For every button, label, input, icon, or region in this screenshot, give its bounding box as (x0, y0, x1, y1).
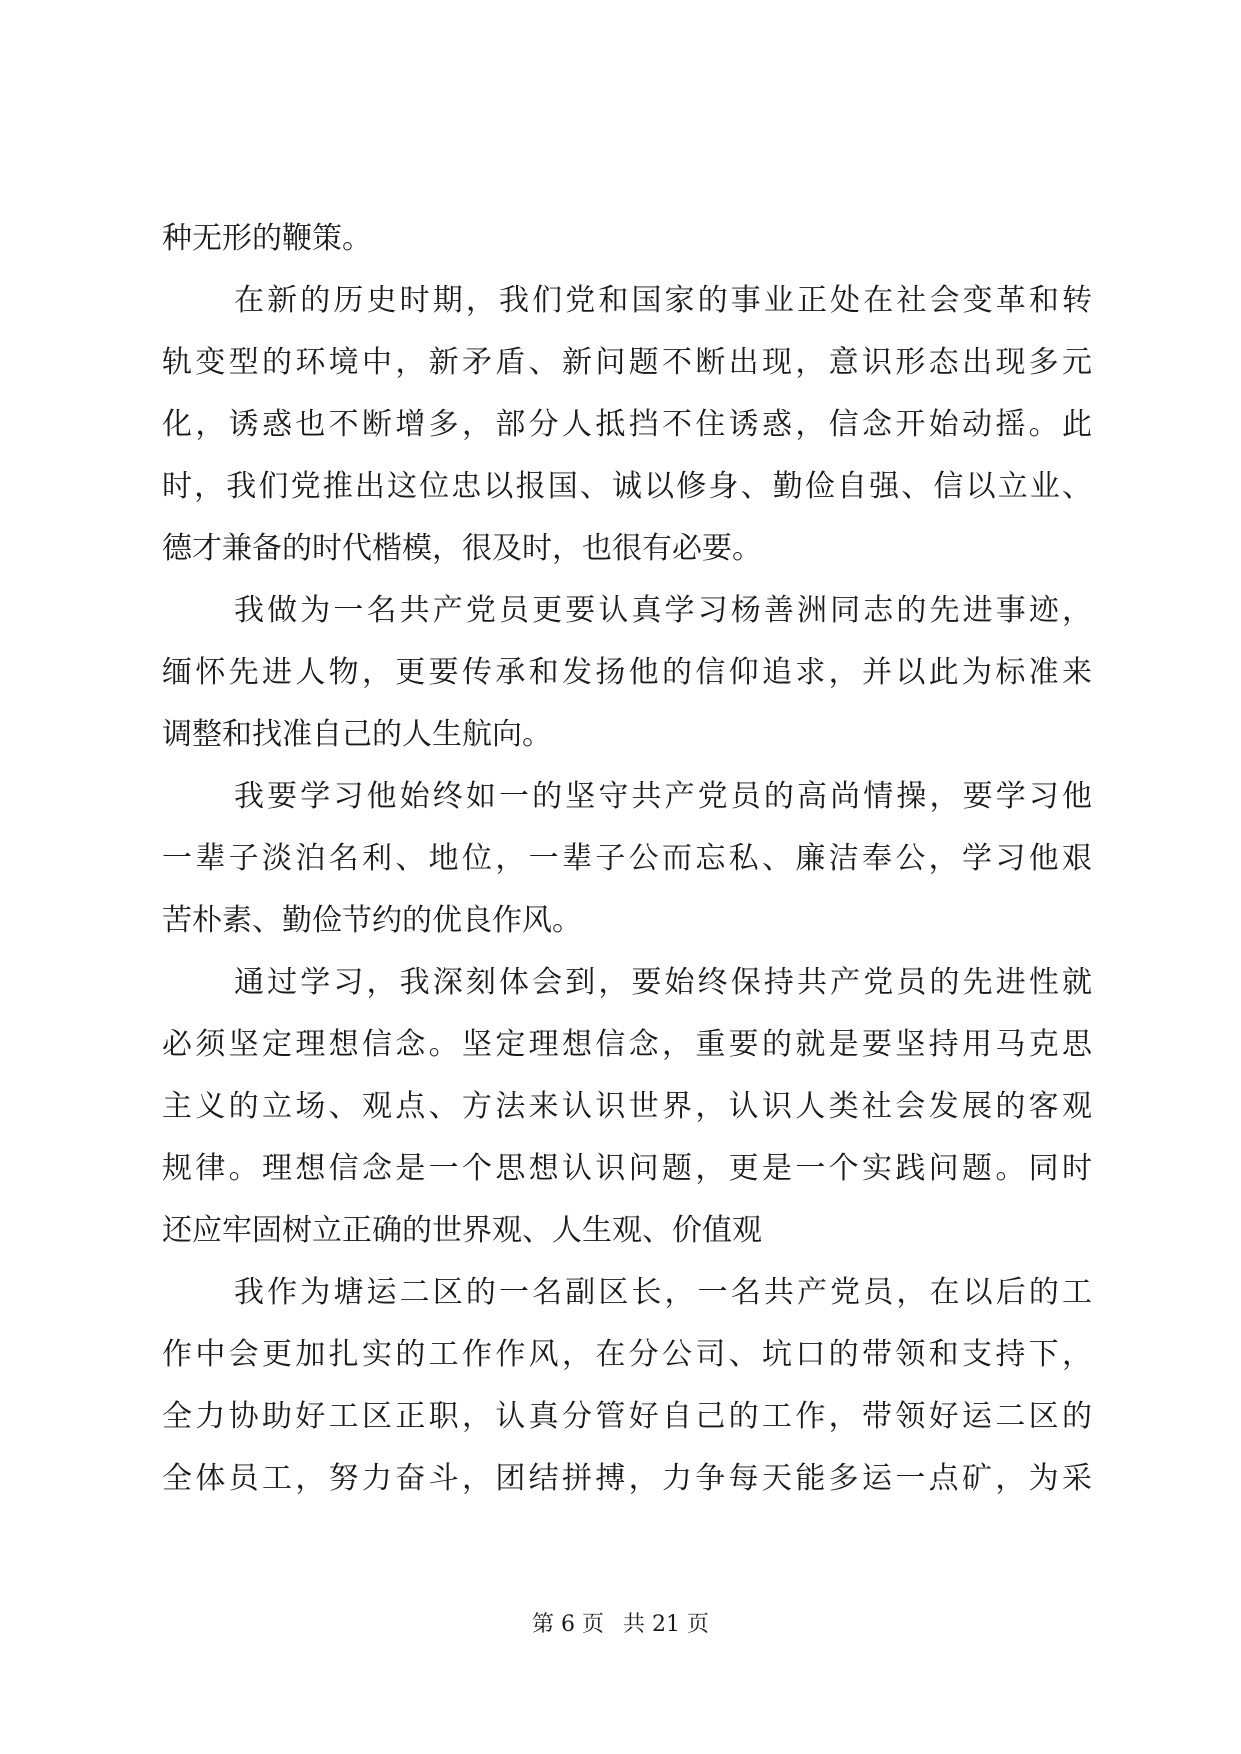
page-number: 第 6 页 (532, 1612, 604, 1637)
text-line: 调整和找准自己的人生航向。 (162, 717, 552, 752)
text-line: 必须坚定理想信念。坚定理想信念，重要的就是要坚持用马克思 (162, 1027, 1092, 1062)
text-line: 全体员工，努力奋斗，团结拼搏，力争每天能多运一点矿，为采 (162, 1461, 1092, 1496)
text-line: 时，我们党推出这位忠以报国、诚以修身、勤俭自强、信以立业、 (162, 469, 1092, 504)
text-line: 通过学习，我深刻体会到，要始终保持共产党员的先进性就 (234, 965, 1092, 1000)
text-line: 作中会更加扎实的工作作风，在分公司、坑口的带领和支持下， (162, 1337, 1092, 1372)
text-line: 我做为一名共产党员更要认真学习杨善洲同志的先进事迹， (234, 593, 1092, 628)
text-line: 化，诱惑也不断增多，部分人抵挡不住诱惑，信念开始动摇。此 (162, 407, 1092, 442)
text-line: 我作为塘运二区的一名副区长，一名共产党员，在以后的工 (234, 1275, 1092, 1310)
text-line: 轨变型的环境中，新矛盾、新问题不断出现，意识形态出现多元 (162, 345, 1092, 380)
text-line: 规律。理想信念是一个思想认识问题，更是一个实践问题。同时 (162, 1151, 1092, 1186)
text-line: 德才兼备的时代楷模，很及时，也很有必要。 (162, 531, 762, 566)
text-line: 种无形的鞭策。 (162, 221, 372, 256)
text-line: 缅怀先进人物，更要传承和发扬他的信仰追求，并以此为标准来 (162, 655, 1092, 690)
text-line: 在新的历史时期，我们党和国家的事业正处在社会变革和转 (234, 283, 1092, 318)
page-total: 共 21 页 (623, 1612, 709, 1637)
text-line: 主义的立场、观点、方法来认识世界，认识人类社会发展的客观 (162, 1089, 1092, 1124)
text-line: 全力协助好工区正职，认真分管好自己的工作，带领好运二区的 (162, 1399, 1092, 1434)
text-line: 我要学习他始终如一的坚守共产党员的高尚情操，要学习他 (234, 779, 1092, 814)
text-line: 苦朴素、勤俭节约的优良作风。 (162, 903, 582, 938)
page-footer (0, 1610, 1241, 1640)
text-line: 还应牢固树立正确的世界观、人生观、价值观 (162, 1213, 762, 1248)
text-line: 一辈子淡泊名利、地位，一辈子公而忘私、廉洁奉公，学习他艰 (162, 841, 1092, 876)
body-text (162, 208, 1092, 1510)
